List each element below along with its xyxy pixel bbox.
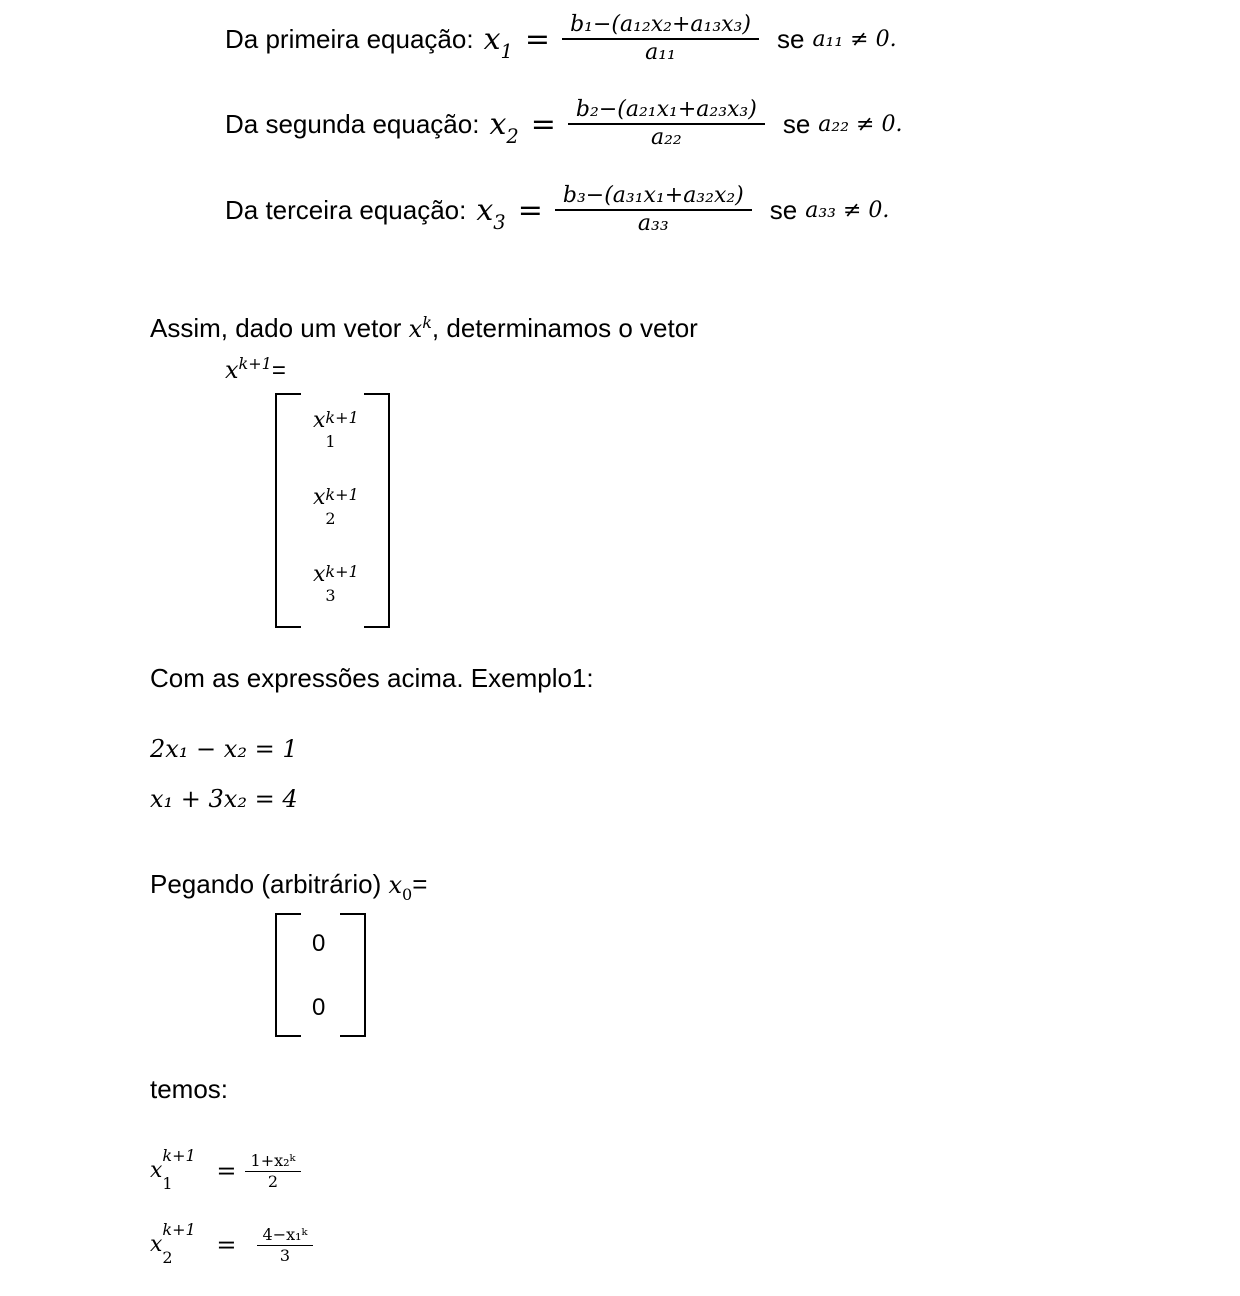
equation-2-lhs-var: x <box>489 106 507 142</box>
xk1-eq: = <box>271 357 286 384</box>
x0-left-bracket <box>275 913 301 1037</box>
equation-3: Da terceira equação: $x_3$ = $\frac{\text{b₃−(a₃₁x₁+a₃₂x₂)}}{\text{a₃₃}}$ se a₃₃ ≠ 0. <box>225 183 890 237</box>
iteration-2-fraction: $\frac{\text{4−x₁ᵏ}}{3}$ <box>257 1225 314 1264</box>
x0-right-bracket <box>340 913 366 1037</box>
equation-3-denominator: a₃₃ <box>637 211 669 237</box>
xk1-var: x <box>225 356 239 384</box>
vector-k1-row-3: x k+1 3 <box>313 562 359 605</box>
iteration-1: x k+1 1 = $\frac{\text{1+x₂ᵏ}}{2}$ <box>150 1148 301 1194</box>
vector-k1-row-2: x k+1 2 <box>313 485 359 528</box>
vector-k1-right-bracket <box>364 393 390 628</box>
assim-var: x <box>408 315 423 343</box>
xk1-label <box>225 354 286 384</box>
equation-1-lhs-var: x <box>483 21 501 57</box>
equation-2-fraction <box>568 97 765 152</box>
vector-k1-left-bracket <box>275 393 301 628</box>
equation-3-lhs-sub: 3 <box>493 210 506 234</box>
pegando-var: x <box>388 871 403 899</box>
temos-paragraph: temos: <box>150 1074 229 1104</box>
pegando-sub: 0 <box>402 885 413 905</box>
equation-2: Da segunda equação: $x_2$ = $\frac{\text{b₂−(a₂₁x₁+a₂₃x₃)}}{\text{a₂₂}}$ se a₂₂ ≠ 0. <box>225 97 903 151</box>
vector-k1-row-1: x k+1 1 <box>313 408 359 451</box>
equation-1-lhs-sub: 1 <box>500 39 513 63</box>
equation-2-lhs-sub: 2 <box>506 124 519 148</box>
system-equation-1: 2x₁ − x₂ = 1 <box>150 735 298 763</box>
pegando-eq: = <box>412 869 428 899</box>
equation-3-prefix: Da terceira equação: <box>225 194 467 225</box>
equation-1-se: se <box>776 23 805 54</box>
com-as-paragraph: Com as expressões acima. Exemplo1: <box>150 663 594 693</box>
equation-2-numerator: b₂−(a₂₁x₁+a₂₃x₃) <box>575 97 757 122</box>
equation-3-se: se <box>769 194 798 225</box>
pegando-paragraph <box>150 869 428 905</box>
equation-2-se: se <box>782 108 811 139</box>
x0-value-1: 0 <box>312 930 326 957</box>
equation-1-condition: a₁₁ ≠ 0. <box>812 26 897 52</box>
pegando-text: Pegando (arbitrário) <box>150 869 382 899</box>
assim-sup: k <box>422 313 432 333</box>
equation-3-lhs-var: x <box>476 192 494 228</box>
equation-1-numerator: b₁−(a₁₂x₂+a₁₃x₃) <box>570 12 751 37</box>
equation-2-prefix: Da segunda equação: <box>225 108 480 139</box>
equation-3-condition: a₃₃ ≠ 0. <box>805 197 890 223</box>
equation-3-fraction <box>555 183 752 238</box>
xk1-sup: k+1 <box>238 354 272 374</box>
assim-after: , determinamos o vetor <box>431 313 698 343</box>
equation-1-fraction <box>562 12 759 67</box>
assim-paragraph <box>150 315 698 341</box>
system-equation-2: x₁ + 3x₂ = 4 <box>150 785 298 813</box>
iteration-2: x k+1 2 = $\frac{\text{4−x₁ᵏ}}{3}$ <box>150 1222 313 1268</box>
equation-1-prefix: Da primeira equação: <box>225 23 474 54</box>
equation-3-numerator: b₃−(a₃₁x₁+a₃₂x₂) <box>562 183 744 208</box>
equation-1: Da primeira equação: $x_1$ = $\frac{\text{b₁−(a₁₂x₂+a₁₃x₃)}}{\text{a₁₁}}$ se a₁₁ ≠ 0. <box>225 12 897 66</box>
x0-value-2: 0 <box>312 994 326 1021</box>
equation-1-denominator: a₁₁ <box>645 40 676 66</box>
equation-2-condition: a₂₂ ≠ 0. <box>818 111 903 137</box>
iteration-1-fraction: $\frac{\text{1+x₂ᵏ}}{2}$ <box>245 1151 302 1190</box>
equation-2-denominator: a₂₂ <box>650 125 682 151</box>
assim-before: Assim, dado um vetor <box>150 313 402 343</box>
